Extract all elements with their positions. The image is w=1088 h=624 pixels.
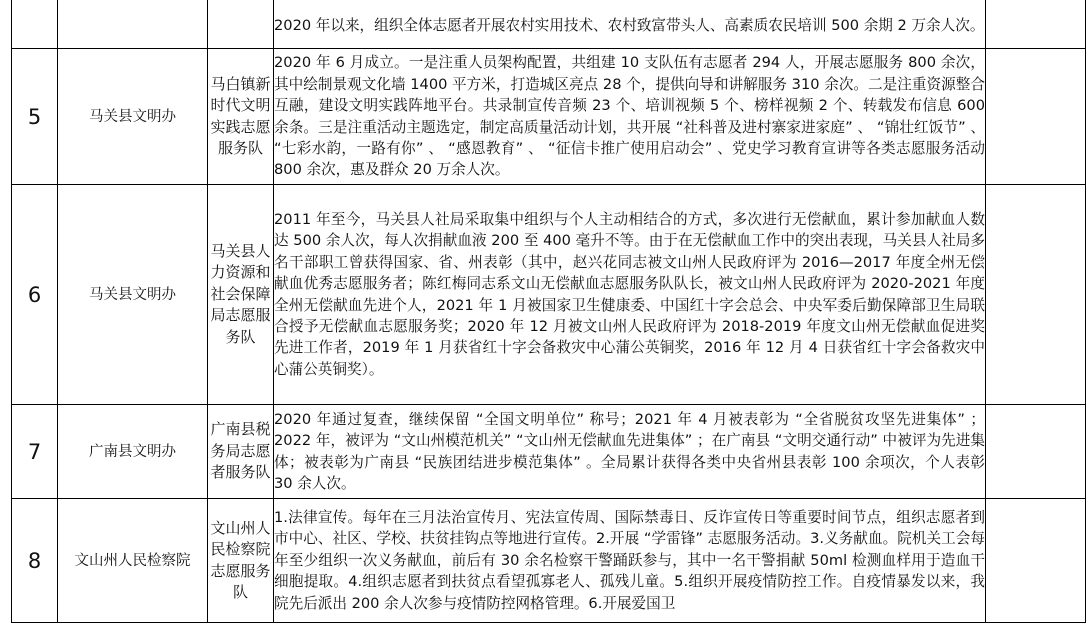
- team-name: 马关县人力资源和社会保障局志愿服务队: [208, 185, 274, 405]
- volunteer-team-table: [11, 0, 1086, 623]
- team-name: 马白镇新时代文明实践志愿服务队: [208, 49, 274, 185]
- table-row: [12, 405, 1086, 499]
- recommending-unit: 广南县文明办: [58, 405, 208, 499]
- team-achievements: 1.法律宣传。每年在三月法治宣传月、宪法宣传周、国际禁毒日、反诈宣传日等重要时间节点，组织志愿者到市中心、社区、学校、扶贫挂钩点等地进行宣传。2.开展 “学雷锋” 志愿服务活动。3.义务献血。院机关工会每年至少组织一次义务献血，前后有 30 余名检察干警踊跃参与，其中一名干警捐献 50ml 检测血样用于造血干细胞提取。4.组织志愿者到扶贫点看望孤寡老人、孤残儿童。5.组织开展疫情防控工作。自疫情暴发以来，我院先后派出 200 余人次参与疫情防控网格管理。6.开展爱国卫: [274, 499, 986, 623]
- row-number: 8: [12, 499, 58, 623]
- empty-cell: [986, 499, 1086, 623]
- recommending-unit: 马关县文明办: [58, 49, 208, 185]
- recommending-unit: [58, 0, 208, 49]
- empty-cell: [986, 0, 1086, 49]
- team-name: [208, 0, 274, 49]
- empty-cell: [986, 185, 1086, 405]
- row-number: [12, 0, 58, 49]
- table-row: [12, 49, 1086, 185]
- team-achievements: 2020 年以来，组织全体志愿者开展农村实用技术、农村致富带头人、高素质农民培训 500 余期 2 万余人次。: [274, 0, 986, 49]
- row-number: 5: [12, 49, 58, 185]
- empty-cell: [986, 405, 1086, 499]
- row-number: 7: [12, 405, 58, 499]
- team-achievements: 2011 年至今，马关县人社局采取集中组织与个人主动相结合的方式，多次进行无偿献血，累计参加献血人数达 500 余人次，每人次捐献血液 200 至 400 毫升不等。由于在无偿献血工作中的突出表现，马关县人社局多名干部职工曾获得国家、省、州表彰（其中，赵兴花同志被文山州人民政府评为 2016—2017 年度全州无偿献血优秀志愿服务者；陈红梅同志系文山无偿献血志愿服务队队长，被文山州人民政府评为 2020-2021 年度全州无偿献血先进个人，2021 年 1 月被国家卫生健康委、中国红十字会总会、中央军委后勤保障部卫生局联合授予无偿献血志愿服务奖；2020 年 12 月被文山州人民政府评为 2018-2019 年度文山州无偿献血促进奖先进工作者，2019 年 1 月获省红十字会备救灾中心蒲公英铜奖，2016 年 12 月 4 日获省红十字会备救灾中心蒲公英铜奖）。: [274, 185, 986, 405]
- recommending-unit: 文山州人民检察院: [58, 499, 208, 623]
- row-number: 6: [12, 185, 58, 405]
- table-row: [12, 185, 1086, 405]
- team-achievements: 2020 年 6 月成立。一是注重人员架构配置，共组建 10 支队伍有志愿者 294 人，开展志愿服务 800 余次，其中绘制景观文化墙 1400 平方米，打造城区亮点 28 个，提供向导和讲解服务 310 余次。二是注重资源整合互融，建设文明实践阵地平台。共录制宣传音频 23 个、培训视频 5 个、榜样视频 2 个、转载发布信息 600 余条。三是注重活动主题选定，制定高质量活动计划，共开展 “社科普及进村寨家进家庭” 、 “锦壮红饭节” 、 “七彩水韵，一路有你” 、 “感恩教育” 、 “征信卡推广使用启动会” 、党史学习教育宣讲等各类志愿服务活动 800 余次，惠及群众 20 万余人次。: [274, 49, 986, 185]
- team-name: 广南县税务局志愿者服务队: [208, 405, 274, 499]
- recommending-unit: 马关县文明办: [58, 185, 208, 405]
- table-row: [12, 0, 1086, 49]
- table-row: [12, 499, 1086, 623]
- team-achievements: 2020 年通过复查，继续保留 “全国文明单位” 称号；2021 年 4 月被表彰为 “全省脱贫攻坚先进集体” ；2022 年，被评为 “文山州模范机关” “文山州无偿献血先进集体” ；在广南县 “文明交通行动” 中被评为先进集体；被表彰为广南县 “民族团结进步模范集体” 。全局累计获得各类中央省州县表彰 100 余项次，个人表彰 30 余人次。: [274, 405, 986, 499]
- empty-cell: [986, 49, 1086, 185]
- team-name: 文山州人民检察院志愿服务队: [208, 499, 274, 623]
